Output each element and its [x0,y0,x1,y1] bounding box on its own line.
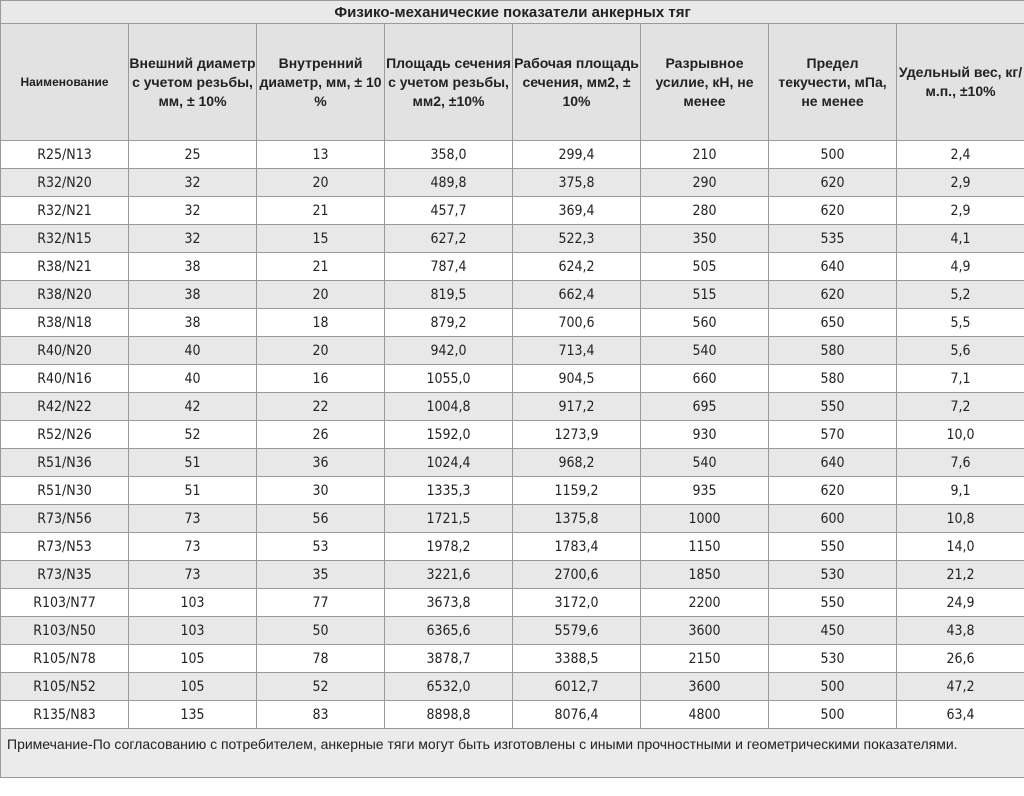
cell-value: 20 [257,281,385,309]
cell-value: 640 [769,449,897,477]
cell-value: 103 [129,617,257,645]
cell-value: 2200 [641,589,769,617]
cell-value: 624,2 [513,253,641,281]
cell-name: R38/N20 [1,281,129,309]
cell-name: R51/N36 [1,449,129,477]
cell-name: R103/N50 [1,617,129,645]
cell-name: R73/N35 [1,561,129,589]
cell-value: 16 [257,365,385,393]
cell-value: 10,8 [897,505,1024,533]
cell-name: R105/N52 [1,673,129,701]
cell-name: R73/N53 [1,533,129,561]
cell-value: 32 [129,225,257,253]
cell-value: 40 [129,337,257,365]
cell-value: 2700,6 [513,561,641,589]
table-row [1,141,1024,169]
cell-value: 10,0 [897,421,1024,449]
column-header: Площадь сечения с учетом резьбы, мм2, ±10% [385,24,513,141]
cell-value: 620 [769,477,897,505]
cell-value: 904,5 [513,365,641,393]
cell-name: R105/N78 [1,645,129,673]
cell-value: 930 [641,421,769,449]
cell-value: 1004,8 [385,393,513,421]
cell-value: 280 [641,197,769,225]
cell-value: 3600 [641,673,769,701]
cell-name: R38/N21 [1,253,129,281]
cell-value: 369,4 [513,197,641,225]
cell-name: R73/N56 [1,505,129,533]
column-header: Предел текучести, мПа, не менее [769,24,897,141]
cell-value: 540 [641,449,769,477]
cell-value: 21 [257,197,385,225]
cell-value: 35 [257,561,385,589]
cell-value: 8898,8 [385,701,513,729]
cell-value: 1721,5 [385,505,513,533]
cell-value: 660 [641,365,769,393]
cell-value: 26,6 [897,645,1024,673]
cell-value: 695 [641,393,769,421]
cell-value: 135 [129,701,257,729]
cell-value: 2150 [641,645,769,673]
cell-value: 103 [129,589,257,617]
cell-value: 1000 [641,505,769,533]
cell-value: 620 [769,197,897,225]
cell-value: 43,8 [897,617,1024,645]
cell-name: R40/N20 [1,337,129,365]
cell-value: 650 [769,309,897,337]
table-row [1,589,1024,617]
cell-value: 21,2 [897,561,1024,589]
cell-value: 26 [257,421,385,449]
cell-value: 290 [641,169,769,197]
cell-name: R38/N18 [1,309,129,337]
cell-value: 18 [257,309,385,337]
cell-value: 489,8 [385,169,513,197]
cell-value: 38 [129,253,257,281]
cell-value: 9,1 [897,477,1024,505]
cell-value: 1335,3 [385,477,513,505]
cell-value: 40 [129,365,257,393]
cell-name: R25/N13 [1,141,129,169]
cell-value: 63,4 [897,701,1024,729]
cell-value: 530 [769,561,897,589]
cell-value: 620 [769,169,897,197]
table-row [1,505,1024,533]
cell-value: 879,2 [385,309,513,337]
table-row [1,253,1024,281]
column-header: Разрывное усилие, кН, не менее [641,24,769,141]
cell-value: 350 [641,225,769,253]
cell-value: 4800 [641,701,769,729]
cell-name: R32/N21 [1,197,129,225]
cell-value: 505 [641,253,769,281]
cell-value: 3600 [641,617,769,645]
cell-value: 73 [129,561,257,589]
cell-value: 32 [129,197,257,225]
cell-name: R51/N30 [1,477,129,505]
cell-value: 15 [257,225,385,253]
cell-value: 4,1 [897,225,1024,253]
cell-value: 77 [257,589,385,617]
cell-value: 375,8 [513,169,641,197]
cell-value: 935 [641,477,769,505]
cell-value: 78 [257,645,385,673]
cell-value: 210 [641,141,769,169]
table-row [1,449,1024,477]
cell-value: 570 [769,421,897,449]
cell-value: 5579,6 [513,617,641,645]
cell-value: 42 [129,393,257,421]
table-row [1,309,1024,337]
cell-value: 1159,2 [513,477,641,505]
cell-value: 3388,5 [513,645,641,673]
cell-value: 38 [129,309,257,337]
cell-value: 3673,8 [385,589,513,617]
table-row [1,561,1024,589]
table-title: Физико-механические показатели анкерных тяг [1,1,1024,24]
cell-value: 500 [769,141,897,169]
table-row [1,365,1024,393]
cell-value: 21 [257,253,385,281]
table-row [1,533,1024,561]
cell-value: 500 [769,673,897,701]
cell-value: 620 [769,281,897,309]
cell-value: 52 [129,421,257,449]
cell-value: 580 [769,337,897,365]
cell-value: 6365,6 [385,617,513,645]
cell-name: R42/N22 [1,393,129,421]
table-row [1,701,1024,729]
cell-value: 6532,0 [385,673,513,701]
cell-name: R40/N16 [1,365,129,393]
cell-value: 550 [769,533,897,561]
cell-value: 500 [769,701,897,729]
cell-value: 32 [129,169,257,197]
cell-value: 20 [257,337,385,365]
cell-value: 1055,0 [385,365,513,393]
cell-value: 640 [769,253,897,281]
cell-value: 1850 [641,561,769,589]
cell-value: 550 [769,393,897,421]
cell-name: R135/N83 [1,701,129,729]
cell-value: 2,9 [897,197,1024,225]
cell-value: 700,6 [513,309,641,337]
cell-value: 968,2 [513,449,641,477]
cell-value: 540 [641,337,769,365]
table-row [1,393,1024,421]
cell-value: 51 [129,449,257,477]
table-row [1,477,1024,505]
cell-value: 5,5 [897,309,1024,337]
cell-value: 560 [641,309,769,337]
cell-value: 25 [129,141,257,169]
cell-value: 3172,0 [513,589,641,617]
table-note: Примечание-По согласованию с потребителем, анкерные тяги могут быть изготовлены с иными прочностными и геометрическими показателями. [1,729,1024,778]
cell-value: 13 [257,141,385,169]
cell-value: 1592,0 [385,421,513,449]
cell-value: 535 [769,225,897,253]
cell-value: 53 [257,533,385,561]
cell-value: 8076,4 [513,701,641,729]
cell-value: 20 [257,169,385,197]
cell-value: 942,0 [385,337,513,365]
cell-value: 5,2 [897,281,1024,309]
table-row [1,645,1024,673]
cell-value: 299,4 [513,141,641,169]
cell-value: 5,6 [897,337,1024,365]
cell-value: 83 [257,701,385,729]
cell-value: 522,3 [513,225,641,253]
cell-value: 450 [769,617,897,645]
table-row [1,281,1024,309]
cell-value: 105 [129,645,257,673]
cell-value: 73 [129,533,257,561]
cell-value: 7,2 [897,393,1024,421]
header-row [1,24,1024,141]
cell-value: 36 [257,449,385,477]
cell-value: 73 [129,505,257,533]
cell-value: 51 [129,477,257,505]
table-row [1,169,1024,197]
cell-name: R103/N77 [1,589,129,617]
table-row [1,421,1024,449]
cell-value: 47,2 [897,673,1024,701]
cell-value: 22 [257,393,385,421]
cell-value: 819,5 [385,281,513,309]
cell-value: 7,1 [897,365,1024,393]
cell-value: 627,2 [385,225,513,253]
cell-value: 52 [257,673,385,701]
column-header: Внешний диаметр с учетом резьбы, мм, ± 10% [129,24,257,141]
cell-value: 713,4 [513,337,641,365]
cell-value: 24,9 [897,589,1024,617]
column-header: Рабочая площадь сечения, мм2, ± 10% [513,24,641,141]
table-body [1,141,1024,729]
cell-value: 580 [769,365,897,393]
cell-value: 457,7 [385,197,513,225]
cell-value: 38 [129,281,257,309]
table-row [1,673,1024,701]
cell-value: 50 [257,617,385,645]
cell-value: 105 [129,673,257,701]
cell-value: 917,2 [513,393,641,421]
cell-name: R32/N15 [1,225,129,253]
cell-value: 4,9 [897,253,1024,281]
cell-value: 30 [257,477,385,505]
cell-value: 1978,2 [385,533,513,561]
column-header: Удельный вес, кг/м.п., ±10% [897,24,1024,141]
cell-value: 1273,9 [513,421,641,449]
cell-value: 600 [769,505,897,533]
cell-value: 662,4 [513,281,641,309]
column-header: Наименование [1,24,129,141]
column-header: Внутренний диаметр, мм, ± 10 % [257,24,385,141]
cell-value: 6012,7 [513,673,641,701]
cell-value: 530 [769,645,897,673]
cell-value: 3878,7 [385,645,513,673]
table-row [1,617,1024,645]
cell-value: 550 [769,589,897,617]
cell-name: R52/N26 [1,421,129,449]
table-row [1,225,1024,253]
cell-value: 2,9 [897,169,1024,197]
table-row [1,337,1024,365]
cell-value: 1783,4 [513,533,641,561]
cell-value: 1375,8 [513,505,641,533]
cell-name: R32/N20 [1,169,129,197]
cell-value: 56 [257,505,385,533]
cell-value: 787,4 [385,253,513,281]
cell-value: 1150 [641,533,769,561]
cell-value: 358,0 [385,141,513,169]
cell-value: 14,0 [897,533,1024,561]
cell-value: 3221,6 [385,561,513,589]
cell-value: 7,6 [897,449,1024,477]
cell-value: 2,4 [897,141,1024,169]
cell-value: 515 [641,281,769,309]
table-row [1,197,1024,225]
cell-value: 1024,4 [385,449,513,477]
